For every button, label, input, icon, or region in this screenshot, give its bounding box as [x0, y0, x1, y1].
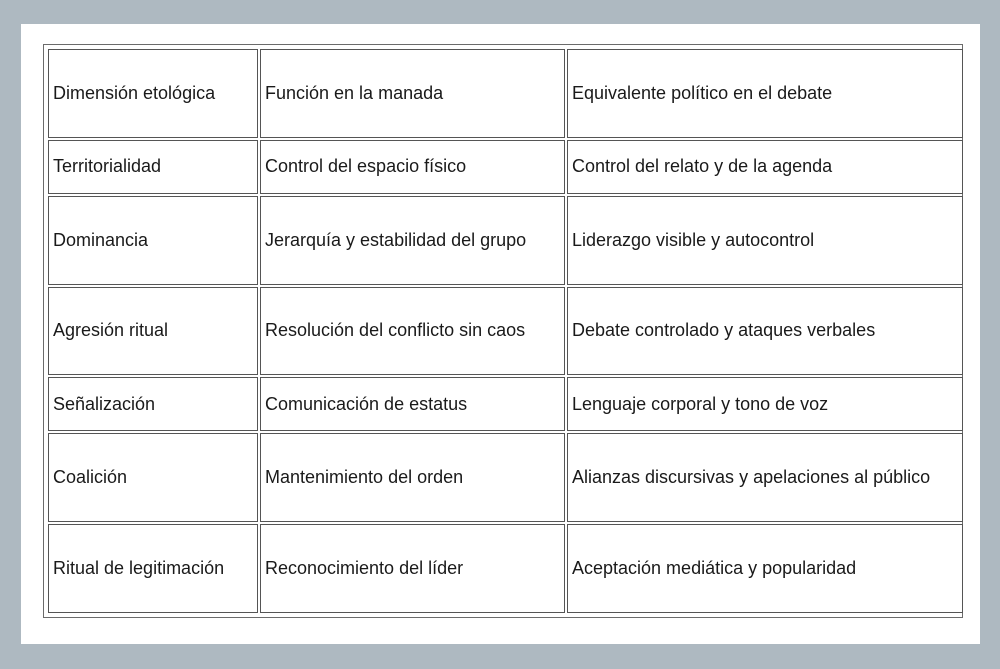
table-cell: Dimensión etológica	[48, 49, 258, 138]
table-cell: Función en la manada	[260, 49, 565, 138]
table-cell: Debate controlado y ataques verbales	[567, 287, 963, 376]
table-cell: Resolución del conflicto sin caos	[260, 287, 565, 376]
table-cell: Coalición	[48, 433, 258, 522]
table-cell: Señalización	[48, 377, 258, 431]
table-row	[48, 140, 963, 194]
table-cell: Comunicación de estatus	[260, 377, 565, 431]
table-cell: Equivalente político en el debate	[567, 49, 963, 138]
table-cell: Control del espacio físico	[260, 140, 565, 194]
table-row	[48, 377, 963, 431]
table-cell: Alianzas discursivas y apelaciones al público	[567, 433, 963, 522]
table-cell: Aceptación mediática y popularidad	[567, 524, 963, 613]
table-cell: Dominancia	[48, 196, 258, 285]
table-row	[48, 49, 963, 138]
table-cell: Territorialidad	[48, 140, 258, 194]
table-cell: Agresión ritual	[48, 287, 258, 376]
table-cell: Lenguaje corporal y tono de voz	[567, 377, 963, 431]
table-row	[48, 196, 963, 285]
table-cell: Ritual de legitimación	[48, 524, 258, 613]
document-page	[21, 24, 980, 644]
table-cell: Reconocimiento del líder	[260, 524, 565, 613]
table-row	[48, 287, 963, 376]
table-cell: Liderazgo visible y autocontrol	[567, 196, 963, 285]
table-cell: Mantenimiento del orden	[260, 433, 565, 522]
table-row	[48, 433, 963, 522]
comparison-table	[46, 47, 965, 615]
table-cell: Control del relato y de la agenda	[567, 140, 963, 194]
table-cell: Jerarquía y estabilidad del grupo	[260, 196, 565, 285]
table-row	[48, 524, 963, 613]
comparison-table-frame	[43, 44, 963, 618]
